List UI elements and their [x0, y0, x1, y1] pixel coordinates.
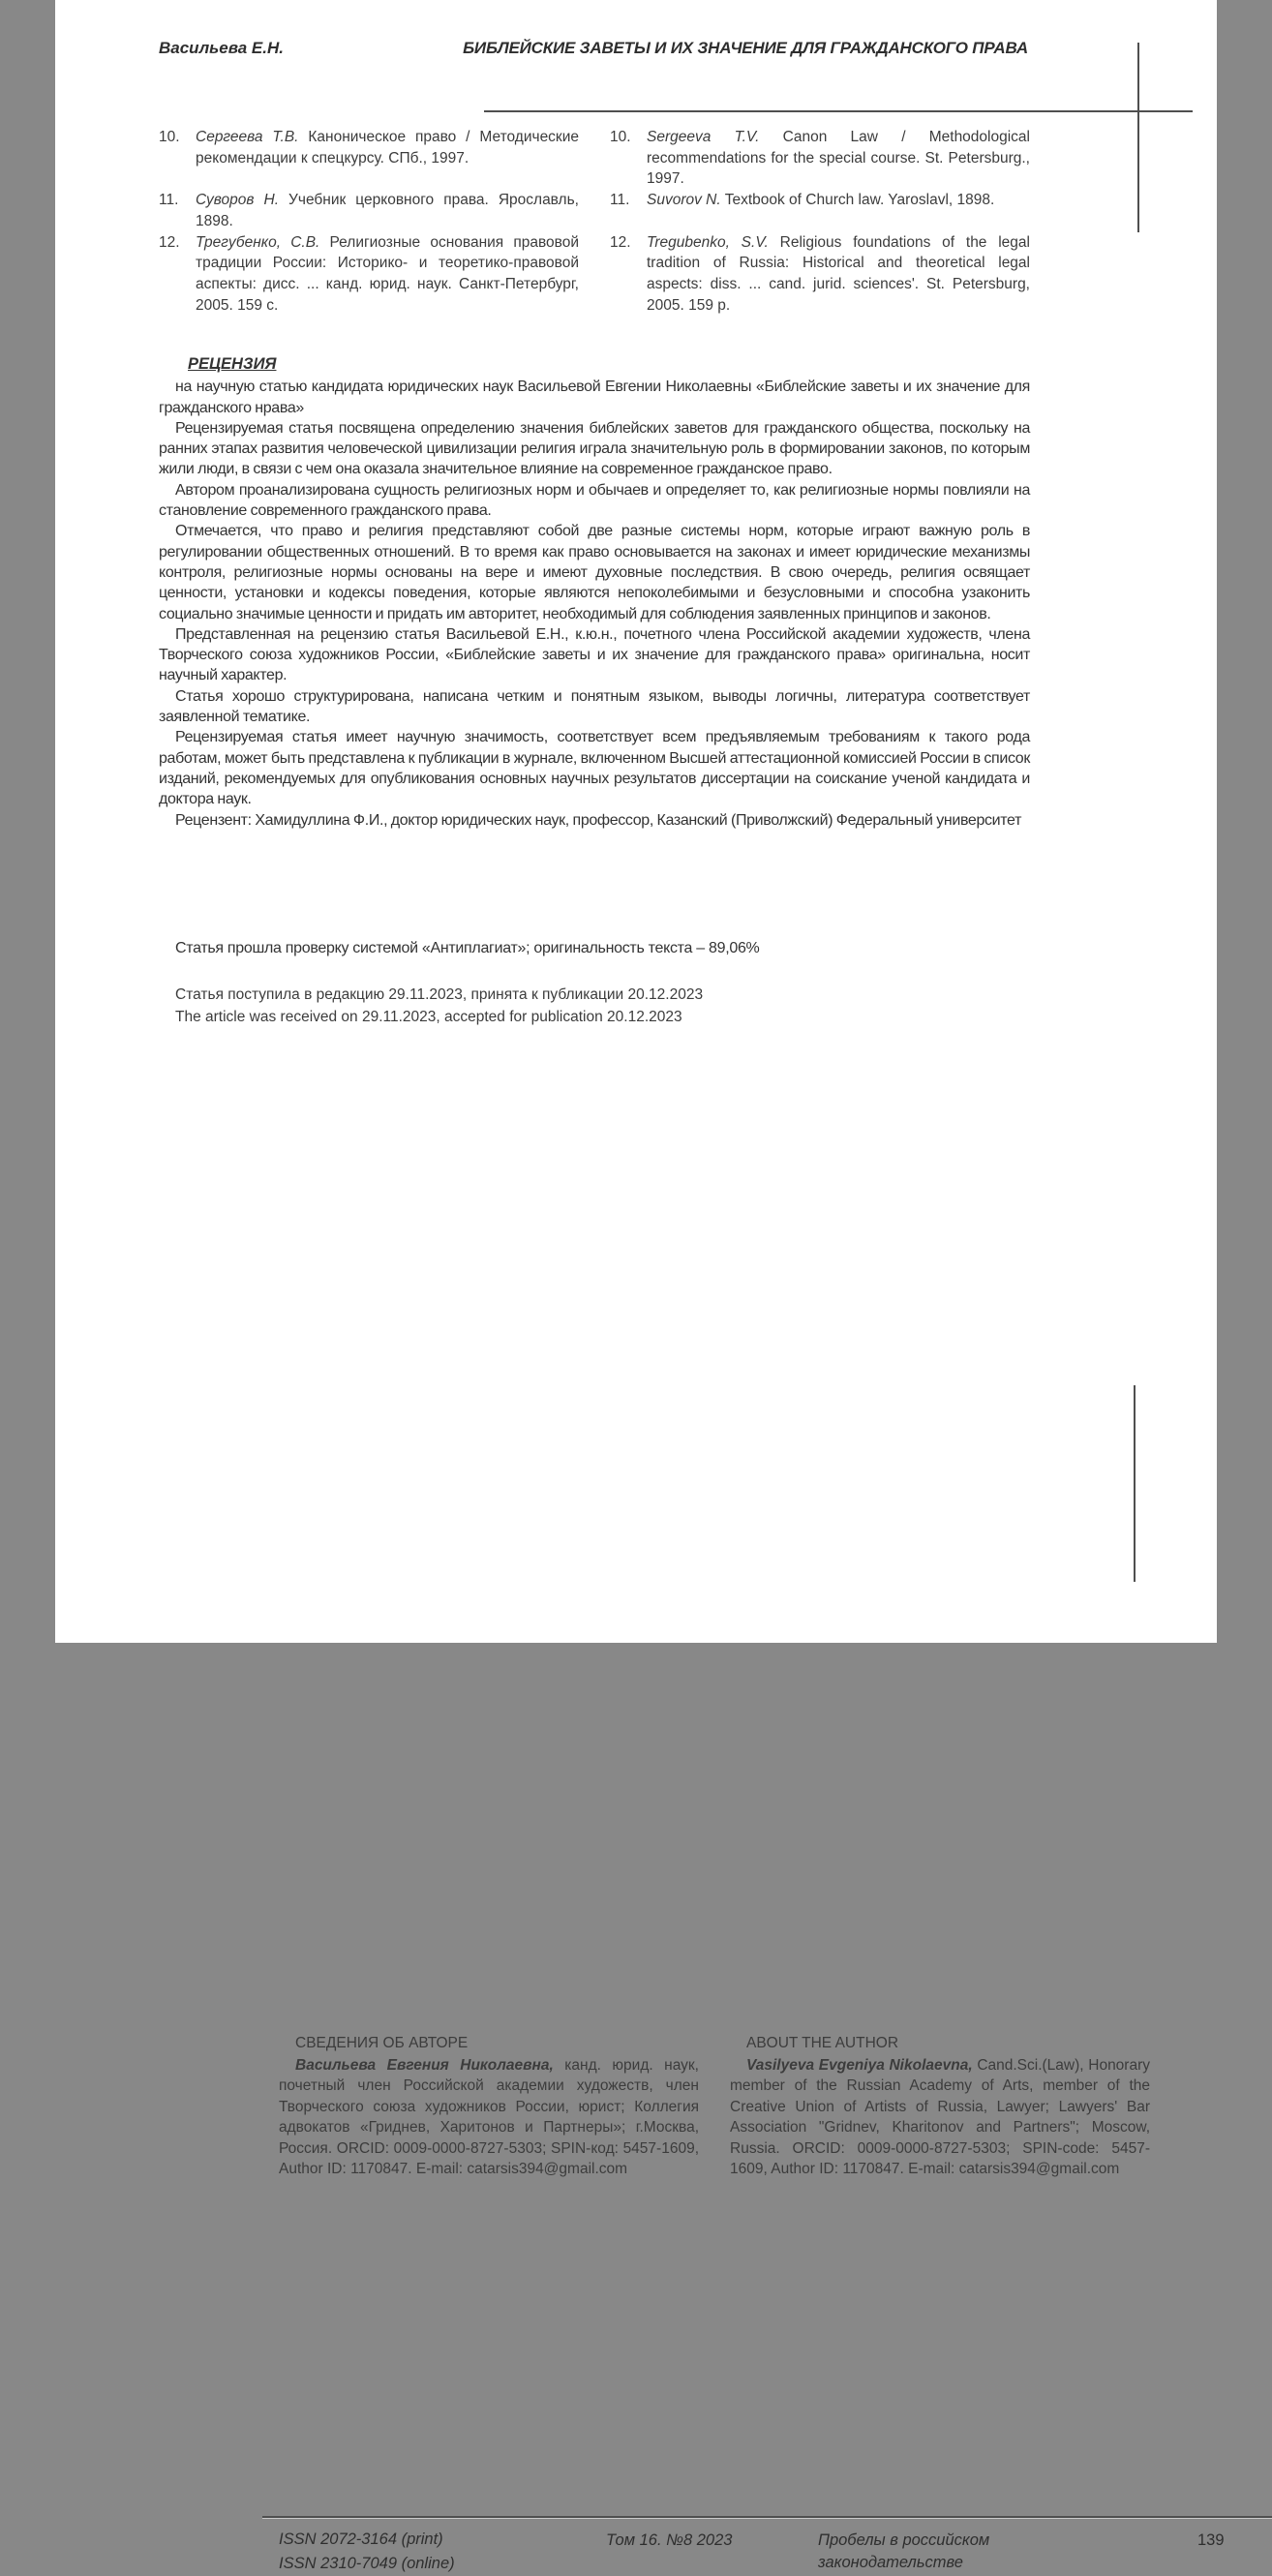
journal-page [55, 0, 1225, 2572]
reference-text: Canon Law / Methodological recommendations for the special course. St. Petersburg., 1997. [647, 129, 1030, 188]
vertical-rule-bottom [1134, 1385, 1136, 1582]
reference-author: Трегубенко, С.В. [196, 233, 320, 251]
running-title: БИБЛЕЙСКИЕ ЗАВЕТЫ И ИХ ЗНАЧЕНИЕ ДЛЯ ГРАЖДАНСКОГО ПРАВА [463, 39, 1028, 57]
reference-ru-12 [159, 232, 579, 317]
reference-number: 10. [159, 129, 180, 145]
reference-author: Sergeeva T.V. [647, 129, 760, 145]
review-section [159, 354, 1030, 831]
issn-online: ISSN 2310-7049 (online) [279, 2555, 455, 2572]
footer-rule [262, 2516, 1272, 2519]
reference-number: 12. [159, 233, 180, 251]
about-author-en [730, 2033, 1150, 2180]
reference-author: Сергеева Т.В. [196, 129, 299, 145]
antiplagiat-note: Статья прошла проверку системой «Антиплагиат»; оригинальность текста – 89,06% [175, 940, 760, 956]
reference-text: Каноническое право / Методические рекомендации к спецкурсу. СПб., 1997. [196, 129, 579, 167]
reference-text: Religious foundations of the legal tradition of Russia: Historical and theoretical legal aspects: diss. ... cand. jurid. sciences'. St. Petersburg, 2005. 159 p. [647, 233, 1030, 314]
reference-en-12 [610, 232, 1030, 317]
about-heading-ru: СВЕДЕНИЯ ОБ АВТОРЕ [295, 2035, 469, 2051]
reference-text: Религиозные основания правовой традиции России: Историко- и теоретико-правовой аспекты: дисс. ... канд. юрид. наук. Санкт-Петербург, 2005. 159 с. [196, 233, 579, 314]
reference-author: Суворов Н. [196, 192, 279, 209]
reference-author: Suvorov N. [647, 192, 721, 209]
received-date-en: The article was received on 29.11.2023, accepted for publication 20.12.2023 [175, 1009, 682, 1025]
review-paragraph: Автором проанализирована сущность религиозных норм и обычаев и определяет то, как религиозные нормы повлияли на становление современного гражданского права. [159, 481, 1030, 520]
author-name-ru: Васильева Евгения Николаевна, [295, 2056, 554, 2074]
review-title: РЕЦЕНЗИЯ [188, 355, 277, 373]
footer-issn [279, 2528, 455, 2576]
review-paragraph: Отмечается, что право и религия представляют собой две разные системы норм, которые играют важную роль в регулировании общественных отношений. В то время как право основывается на законах и имеет юридические механизмы контроля, религиозные нормы основаны на вере и имеют духовные последствия. В свою очередь, религия освящает ценности, установки и кодексы поведения, которые являются непоколебимыми и безусловными и способна узаконить социально значимые ценности и придать им авторитет, необходимый для соблюдения заявленных принципов и законов. [159, 523, 1030, 622]
about-author-section [279, 2033, 1150, 2180]
footer-journal-title: Пробелы в российском законодательстве [818, 2531, 990, 2571]
vertical-rule-top [1137, 43, 1139, 232]
reference-ru-10 [159, 127, 579, 190]
author-details-en: Cand.Sci.(Law), Honorary member of the Russian Academy of Arts, member of the Creative Union of Artists of Russia, Lawyer; Lawyers' Bar Association "Gridnev, Kharitonov and Partners"; Moscow, Russia. ORCID: 0009-0000-8727-5303; SPIN-code: 5457-1609, Author ID: 1170847. E-mail: catarsis394@gmail.com [730, 2056, 1150, 2177]
review-paragraph: Рецензируемая статья имеет научную значимость, соответствует всем предъявляемым требованиям к такого рода работам, может быть представлена к публикации в журнале, включенном Высшей аттестационной комиссией России в список изданий, рекомендуемых для опубликования основных научных результатов диссертации на соискание ученой кандидата и доктора наук. [159, 729, 1030, 808]
about-heading-en: ABOUT THE AUTHOR [746, 2035, 899, 2051]
received-date-ru: Статья поступила в редакцию 29.11.2023, принята к публикации 20.12.2023 [175, 986, 704, 1003]
reference-author: Tregubenko, S.V. [647, 233, 769, 251]
running-author: Васильева Е.Н. [159, 39, 284, 57]
reference-number: 11. [610, 192, 630, 209]
review-paragraph: Рецензент: Хамидуллина Ф.И., доктор юридических наук, профессор, Казанский (Приволжский) Федеральный университет [175, 811, 1022, 829]
reference-en-10 [610, 127, 1030, 190]
reference-list [159, 127, 1030, 317]
issn-print: ISSN 2072-3164 (print) [279, 2531, 443, 2548]
reference-number: 11. [159, 192, 179, 209]
author-details-ru: канд. юрид. наук, почетный член Российской академии художеств, член Творческого союза художников России, юрист; Коллегия адвокатов «Гриднев, Харитонов и Партнеры»; г.Москва, Россия. ORCID: 0009-0000-8727-5303; SPIN-код: 5457-1609, Author ID: 1170847. E-mail: catarsis394@gmail.com [279, 2056, 699, 2177]
header-rule [484, 110, 1193, 112]
review-paragraph: Статья хорошо структурирована, написана четким и понятным языком, выводы логичны, литература соответствует заявленной тематике. [159, 687, 1030, 726]
reference-number: 10. [610, 129, 631, 145]
reference-text: Textbook of Church law. Yaroslavl, 1898. [720, 192, 995, 209]
footer-volume-issue: Том 16. №8 2023 [606, 2531, 733, 2549]
reference-ru-11 [159, 190, 579, 231]
submission-dates [175, 984, 1225, 2572]
reference-number: 12. [610, 233, 631, 251]
running-head [159, 39, 1028, 58]
review-paragraph: на научную статью кандидата юридических наук Васильевой Евгении Николаевны «Библейские заветы и их значение для гражданского нрава» [159, 379, 1030, 416]
page-number: 139 [1197, 2531, 1225, 2549]
review-paragraph: Рецензируемая статья посвящена определению значения библейских заветов для гражданского общества, поскольку на ранних этапах развития человеческой цивилизации религия играла значительную роль в формировании законов, по которым жили люди, в связи с чем она оказала значительное влияние на современное гражданское право. [159, 419, 1030, 478]
reference-en-11 [610, 190, 1030, 231]
review-paragraph: Представленная на рецензию статья Васильевой Е.Н., к.ю.н., почетного члена Российской академии художеств, члена Творческого союза художников России, «Библейские заветы и их значение для гражданского права» оригинальна, носит научный характер. [159, 625, 1030, 684]
about-author-ru [279, 2033, 699, 2180]
author-name-en: Vasilyeva Evgeniya Nikolaevna, [746, 2056, 973, 2074]
reference-text: Учебник церковного права. Ярославль, 1898. [196, 192, 579, 229]
